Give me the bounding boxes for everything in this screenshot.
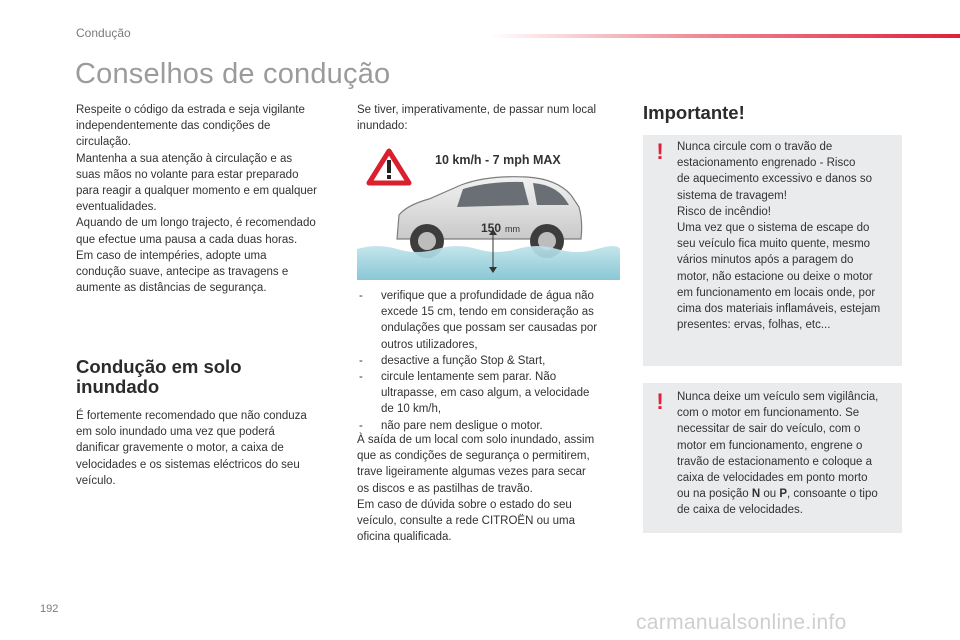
list-item-line: não pare nem desligue o motor. — [381, 419, 543, 432]
gearbox-type-text: , consoante o tipo — [786, 488, 878, 501]
text-line: Nunca deixe um veículo sem vigilância, — [677, 391, 879, 403]
speed-limit-label: 10 km/h - 7 mph MAX — [435, 153, 561, 167]
section-label: Condução — [76, 26, 131, 40]
text-line: Em caso de intempéries, adopte uma — [76, 249, 267, 262]
list-dash: - — [359, 371, 363, 384]
text-line: É fortemente recomendado que não conduza — [76, 410, 307, 422]
flooded-intro-text — [357, 102, 621, 134]
list-item — [357, 369, 621, 418]
text-line: aumente as distâncias de segurança. — [76, 282, 267, 295]
list-dash: - — [359, 354, 363, 367]
text-line: À saída de um local com solo inundado, assim — [357, 434, 595, 446]
text-line: Aquando de um longo trajecto, é recomendado — [76, 217, 316, 230]
heading-line: inundado — [76, 376, 160, 397]
text-line: Uma vez que o sistema de escape do — [677, 222, 870, 235]
text-line: veículo, consulte a rede CITROËN ou uma — [357, 515, 575, 528]
text-line: circulação. — [76, 136, 131, 149]
text-line: Risco de incêndio! — [677, 205, 771, 218]
list-item — [357, 288, 621, 353]
text-line: Respeite o código da estrada e seja vigilante — [76, 104, 305, 116]
list-dash: - — [359, 419, 363, 432]
flooded-road-text — [76, 408, 338, 489]
text-line: motor em funcionamento, engrene o — [677, 439, 863, 452]
list-item-line: ondulações que possam ser causadas por — [381, 322, 598, 335]
flooded-road-illustration — [357, 143, 620, 280]
text-line: inundado: — [357, 120, 408, 133]
list-item — [357, 353, 621, 369]
flooded-road-heading — [76, 357, 338, 397]
text-line: necessitar de sair do veículo, com o — [677, 423, 861, 436]
water-surface — [357, 246, 620, 280]
unattended-vehicle-warning-text — [677, 389, 899, 519]
exclamation-icon: ! — [656, 139, 664, 164]
list-item-line: desactive a função Stop & Start, — [381, 354, 546, 367]
driving-intro-text — [76, 102, 338, 296]
list-item-line: verifique que a profundidade de água não — [381, 290, 594, 302]
text-line: estacionamento engrenado - Risco — [677, 157, 856, 170]
text-line: motor, não estacione ou deixe o motor — [677, 270, 873, 283]
text-line: Se tiver, imperativamente, de passar num local — [357, 104, 597, 116]
text-line: que as condições de segurança o permitirem, — [357, 450, 590, 463]
text-line: trave ligeiramente algumas vezes para secar — [357, 466, 586, 479]
text-line: que efectue uma pausa a cada duas horas. — [76, 233, 298, 246]
page-title: Conselhos de condução — [75, 58, 391, 90]
exclamation-icon: ! — [656, 389, 664, 414]
list-dash: - — [359, 290, 363, 302]
text-line: sistema de travagem! — [677, 189, 787, 202]
text-line: suas mãos no volante para estar preparado — [76, 168, 299, 181]
text-line: vários minutos após a paragem do — [677, 254, 854, 267]
park-position: P — [779, 488, 787, 501]
text-line: caixa de velocidades em ponto morto — [677, 472, 868, 485]
header-accent-bar — [490, 34, 960, 38]
text-line: velocidades e os sistemas eléctricos do seu — [76, 458, 300, 471]
depth-value: 150 — [481, 221, 502, 235]
warning-triangle-icon — [369, 151, 409, 183]
list-item-line: ultrapasse, em caso algum, a velocidade — [381, 387, 590, 400]
text-line: de aquecimento excessivo e danos so — [677, 173, 872, 186]
list-item-line: excede 15 cm, tendo em consideração as — [381, 306, 594, 319]
text-line: independentemente das condições de — [76, 120, 271, 133]
text-line: Mantenha a sua atenção à circulação e as — [76, 152, 293, 165]
text-line: condução suave, antecipe as travagens e — [76, 266, 289, 279]
text-line: Em caso de dúvida sobre o estado do seu — [357, 498, 572, 511]
text-line: com o motor em funcionamento. Se — [677, 407, 860, 420]
parking-brake-warning-box — [643, 135, 902, 366]
text-line: travão de estacionamento e coloque a — [677, 455, 872, 468]
watermark: carmanualsonline.info — [636, 611, 847, 634]
text-line: cima dos materiais inflamáveis, estejam — [677, 303, 881, 316]
important-heading: Importante! — [643, 102, 745, 123]
flooded-instructions-list — [357, 288, 621, 434]
gearbox-last-line: de caixa de velocidades. — [677, 504, 803, 517]
heading-line: Condução em solo — [76, 356, 242, 377]
car-icon — [397, 177, 582, 258]
or-text: ou — [760, 488, 780, 501]
text-line: em solo inundado uma vez que poderá — [76, 426, 275, 439]
list-item-line: outros utilizadores, — [381, 338, 478, 351]
text-line: os discos e as pastilhas de travão. — [357, 482, 533, 495]
unattended-vehicle-warning-box — [643, 383, 902, 533]
text-line: oficina qualificada. — [357, 531, 452, 544]
text-line: veículo. — [76, 474, 116, 487]
text-line: para reagir a qualquer momento e em qualquer — [76, 185, 318, 198]
after-flood-text — [357, 432, 621, 545]
text-line: danificar gravemente o motor, a caixa de — [76, 442, 284, 455]
text-line: eventualidades. — [76, 201, 157, 214]
text-line: em funcionamento em locais onde, por — [677, 286, 876, 299]
list-item-line: circule lentamente sem parar. Não — [381, 371, 557, 384]
parking-brake-warning-text — [677, 139, 899, 333]
text-line: seu veículo fica muito quente, mesmo — [677, 238, 871, 251]
text-line: Nunca circule com o travão de — [677, 141, 833, 153]
neutral-position: N — [751, 488, 761, 501]
text-line: presentes: ervas, folhas, etc... — [677, 319, 831, 332]
position-text: ou na posição — [677, 488, 752, 501]
depth-unit: mm — [505, 224, 520, 234]
list-item-line: de 10 km/h, — [381, 403, 442, 416]
page-number: 192 — [40, 603, 59, 615]
car-in-water-drawing — [357, 143, 620, 280]
